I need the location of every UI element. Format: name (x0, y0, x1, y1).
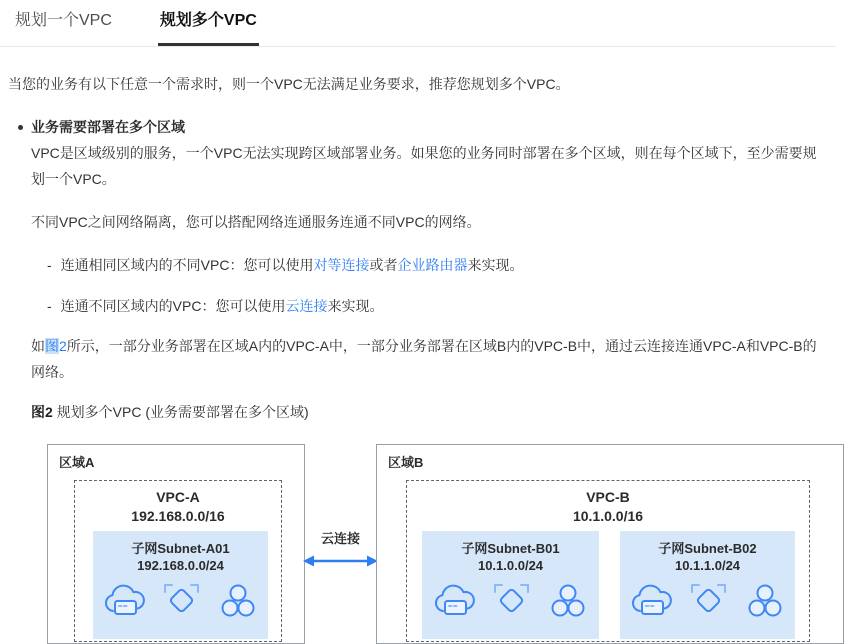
vpc-b-box (406, 480, 810, 642)
cloud-server-icon (103, 580, 145, 620)
sub-item-text (61, 295, 384, 317)
bullet-marker (18, 125, 23, 130)
section-heading: 业务需要部署在多个区域 (31, 119, 185, 135)
text-run: 来实现。 (467, 257, 524, 273)
figure-label: 图2 (31, 404, 53, 420)
sub-item-text (61, 254, 524, 276)
subnet-b02-cidr: 10.1.1.0/24 (674, 558, 741, 573)
sub-list-item-same-region (31, 254, 823, 276)
subnet-b01-icons (422, 580, 599, 620)
text-run: 连通不同区域内的VPC：您可以使用 (60, 298, 286, 314)
paragraph-vpc-isolation: 不同VPC之间网络隔离，您可以搭配网络连通服务连通不同VPC的网络。 (31, 214, 481, 230)
text-run: 连通相同区域内的不同VPC：您可以使用 (60, 257, 314, 273)
subnet-b01-box (422, 531, 599, 639)
cloud-server-icon (433, 580, 475, 620)
subnet-a01-name: 子网Subnet-A01 (131, 541, 230, 556)
tab-bar (0, 0, 836, 47)
dash-marker: - (47, 298, 52, 314)
requirement-list (8, 117, 831, 614)
cloud-server-icon (630, 580, 672, 620)
user-group-icon (547, 580, 589, 620)
subnet-b01-cidr: 10.1.0.0/24 (477, 558, 544, 573)
sub-list-item-cross-region (31, 295, 823, 317)
region-b-box (376, 444, 844, 644)
doc-content (0, 73, 851, 614)
figure-link-highlight: 图 (45, 338, 59, 354)
vpc-b-cidr: 10.1.0.0/16 (572, 508, 644, 524)
paragraph-figure-intro (31, 333, 823, 385)
list-item-multi-region (8, 117, 831, 614)
link-cloud-connect[interactable]: 云连接 (285, 298, 328, 314)
frame-diamond-icon (687, 580, 729, 620)
subnet-b02-icons (620, 580, 795, 620)
user-group-icon (744, 580, 786, 620)
link-figure-2[interactable] (45, 338, 67, 354)
vpc-b-name: VPC-B (586, 489, 630, 505)
list-item-body (31, 117, 823, 614)
region-b-label: 区域B (388, 455, 424, 470)
text-run: 或者 (369, 257, 398, 273)
figure-caption (31, 399, 823, 425)
vpc-a-name: VPC-A (156, 489, 200, 505)
vpc-a-box (74, 480, 282, 642)
link-enterprise-router[interactable]: 企业路由器 (397, 257, 468, 273)
region-a-label: 区域A (59, 455, 95, 470)
intro-paragraph: 当您的业务有以下任意一个需求时，则一个VPC无法满足业务要求，推荐您规划多个VPC。 (8, 76, 570, 92)
tab-plan-one-vpc[interactable]: 规划一个VPC (15, 12, 112, 29)
subnet-b02-name: 子网Subnet-B02 (658, 541, 757, 556)
figure-link-number: 2 (59, 338, 67, 354)
subnet-b01-name: 子网Subnet-B01 (461, 541, 560, 556)
subnet-b02-box (620, 531, 795, 639)
dash-marker: - (47, 257, 52, 273)
text-run: 所示，一部分业务部署在区域A内的VPC-A中，一部分业务部署在区域B内的VPC-B中，通过云连接连通VPC-A和VPC-B的网络。 (31, 338, 817, 380)
figure-title: 规划多个VPC (业务需要部署在多个区域) (52, 404, 309, 420)
subnet-a01-cidr: 192.168.0.0/24 (137, 558, 224, 573)
paragraph-vpc-region-level: VPC是区域级别的服务，一个VPC无法实现跨区域部署业务。如果您的业务同时部署在多个区域，则在每个区域下，至少需要规划一个VPC。 (31, 145, 817, 187)
frame-diamond-icon (490, 580, 532, 620)
tab-plan-multiple-vpc[interactable]: 规划多个VPC (158, 0, 259, 46)
cloud-connect-arrow-icon (303, 554, 378, 568)
link-vpc-peering[interactable]: 对等连接 (313, 257, 370, 273)
text-run: 如 (31, 338, 45, 354)
cloud-connect-label: 云连接 (320, 531, 360, 546)
frame-diamond-icon (160, 580, 202, 620)
region-a-box (47, 444, 305, 644)
vpc-a-cidr: 192.168.0.0/16 (131, 508, 225, 524)
text-run: 来实现。 (327, 298, 384, 314)
subnet-a01-box (93, 531, 268, 639)
figure-2-diagram (31, 444, 846, 614)
user-group-icon (217, 580, 259, 620)
subnet-a01-icons (93, 580, 268, 620)
